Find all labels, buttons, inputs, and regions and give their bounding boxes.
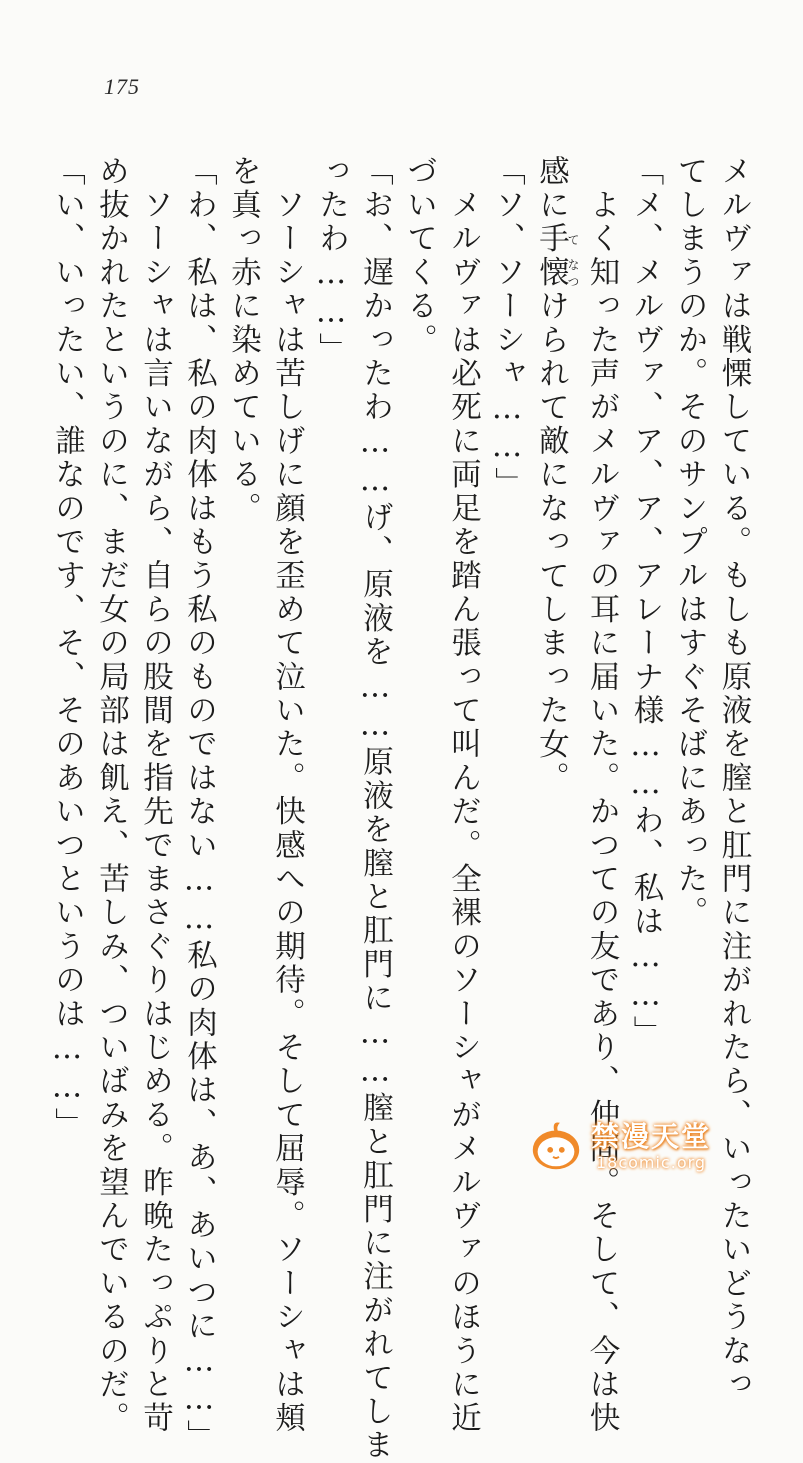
text-line: てしまうのか。そのサンプルはすぐそばにあった。	[672, 155, 707, 931]
text-line: 感に手て懐なつけられて敵になってしまった女。	[533, 155, 580, 796]
page-number: 175	[104, 74, 140, 99]
text-line: 「い、いったい、誰なのです、そ、そのあいつというのは……」	[49, 155, 85, 1142]
text-line: メルヴァは必死に両足を踏ん張って叫んだ。全裸のソーシャがメルヴァのほうに近	[445, 155, 481, 1436]
text-line: よく知った声がメルヴァの耳に届いた。かつての友であり、仲間。そして、今は快	[584, 155, 619, 1436]
text-line: 「わ、私は、私の肉体はもう私のものではない……私の肉体は、あ、あいつに……」	[181, 155, 217, 1454]
watermark-title: 禁漫天堂	[591, 1119, 712, 1153]
text-line: メルヴァは戦慄している。もしも原液を膣と肛門に注がれたら、いったいどうなっ	[716, 155, 751, 1402]
text-line: め抜かれたというのに、まだ女の局部は飢え、苦しみ、ついばみを望んでいるのだ。	[93, 155, 129, 1436]
text-line: 「メ、メルヴァ、ア、ア、アレーナ様……わ、私は……」	[628, 155, 663, 1050]
text-line: ソーシャは苦しげに顔を歪めて泣いた。快感への期待。そして屈辱。ソーシャは頬	[269, 155, 305, 1436]
text-line: ソーシャは言いながら、自らの股間を指先でまさぐりはじめる。昨晩たっぷりと苛	[137, 155, 173, 1436]
ruby-annotation: 手て懐なつ	[533, 222, 580, 290]
text-line: を真っ赤に染めている。	[225, 155, 261, 526]
text-line: 「お、遅かったわ……げ、原液を……原液を膣と肛門に……膣と肛門に注がれてしま	[357, 155, 393, 1463]
watermark-url: 18comic.org	[595, 1152, 707, 1172]
text-line: づいてくる。	[401, 155, 437, 358]
site-watermark	[527, 1114, 767, 1178]
text-line: 「ソ、ソーシャ……」	[489, 155, 525, 501]
text-line: ったわ……」	[313, 155, 349, 367]
bird-mascot-icon	[527, 1117, 585, 1175]
